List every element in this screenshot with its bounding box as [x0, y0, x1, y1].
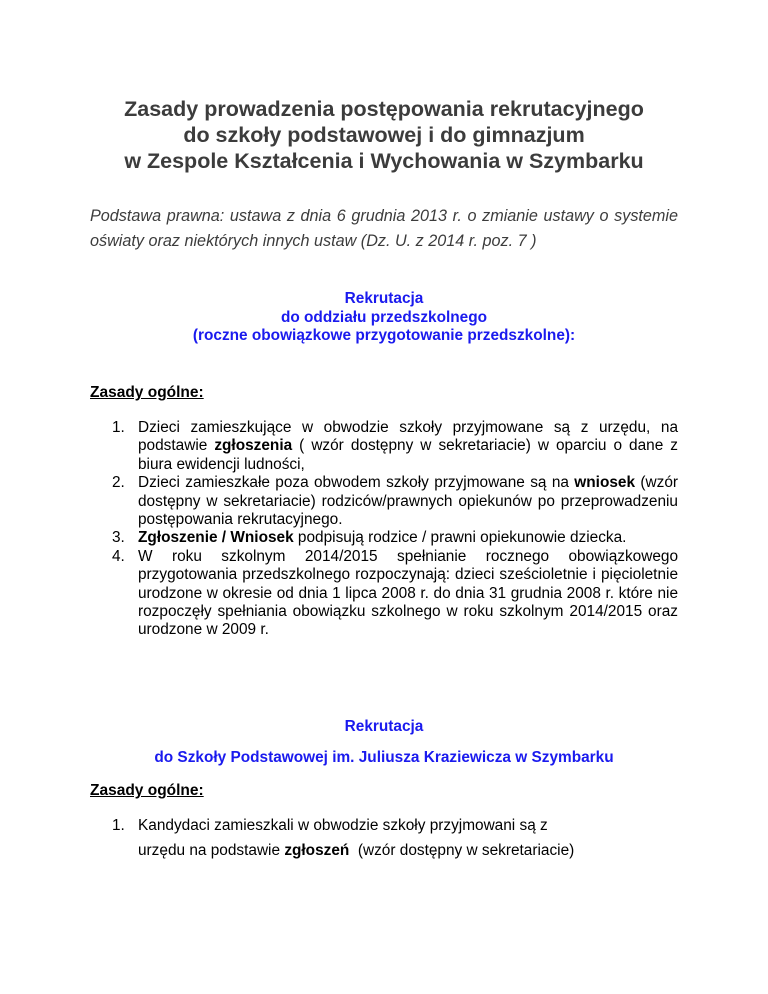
- section1-heading: [90, 290, 678, 346]
- list-item: [112, 419, 678, 474]
- section1-rules-title: Zasady ogólne:: [90, 384, 204, 401]
- list-item-text-after: (wzór dostępny w sekretariacie): [349, 842, 575, 859]
- section2-heading-subtitle: do Szkoły Podstawowej im. Juliusza Kraziewicza w Szymbarku: [154, 749, 614, 766]
- list-item: [112, 529, 678, 547]
- document-title: [60, 96, 708, 174]
- list-item-text: W roku szkolnym 2014/2015 spełnianie rocznego obowiązkowego przygotowania przedszkolnego rozpoczynają: dzieci sześcioletnie i pięcioletnie urodzone w okresie od dnia 1 lipca 2008 r. do dnia 31 grudnia 2008 r. które nie rozpoczęły spełniania obowiązku szkolnego w roku szkolnym 2014/2015 oraz urodzone w 2009 r.: [138, 547, 678, 639]
- list-item-text: urzędu na podstawie: [138, 842, 285, 859]
- list-item-bold: wniosek: [574, 474, 636, 492]
- list-item-line-2: [138, 838, 672, 863]
- title-line-2: do szkoły podstawowej i do gimnazjum: [183, 123, 585, 147]
- section2-list: [112, 813, 672, 863]
- list-item-line-1: Kandydaci zamieszkali w obwodzie szkoły przyjmowani są z: [138, 817, 548, 834]
- list-item-text: Dzieci zamieszkałe poza obwodem szkoły przyjmowane są na: [138, 474, 575, 492]
- legal-basis: Podstawa prawna: ustawa z dnia 6 grudnia 2013 r. o zmianie ustawy o systemie oświaty oraz niektórych innych ustaw (Dz. U. z 2014 r. poz. 7 ): [90, 207, 678, 250]
- list-item-number: 1.: [112, 817, 125, 834]
- list-item-number: 3.: [112, 529, 125, 547]
- list-item-text-after: (wzór dostępny w sekretariacie) rodziców/prawnych opiekunów po przeprowadzeniu postępowania rekrutacyjnego.: [138, 474, 679, 529]
- section1-heading-line-3: (roczne obowiązkowe przygotowanie przedszkolne):: [192, 327, 576, 344]
- list-item-bold: Zgłoszenie / Wniosek: [138, 529, 294, 547]
- section1-list: [112, 419, 678, 640]
- list-item-text-after: ( wzór dostępny w sekretariacie) w oparciu o dane z biura ewidencji ludności,: [138, 437, 678, 473]
- title-line-1: Zasady prowadzenia postępowania rekrutacyjnego: [124, 97, 644, 121]
- list-item: [112, 548, 678, 640]
- section2-heading-title: Rekrutacja: [344, 718, 424, 735]
- section1-heading-line-1: Rekrutacja: [344, 290, 424, 307]
- section2-rules-title: Zasady ogólne:: [90, 782, 204, 799]
- list-item-number: 4.: [112, 547, 125, 565]
- list-item-text: Dzieci zamieszkujące w obwodzie szkoły przyjmowane są z urzędu, na podstawie: [138, 419, 678, 455]
- list-item-number: 2.: [112, 474, 125, 492]
- list-item-bold: zgłoszeń: [284, 842, 350, 859]
- list-item: [112, 474, 678, 529]
- list-item-bold: zgłoszenia: [214, 437, 293, 455]
- list-item-text-after: podpisują rodzice / prawni opiekunowie dziecka.: [293, 529, 627, 547]
- list-item-number: 1.: [112, 419, 125, 436]
- list-item: [112, 813, 672, 863]
- title-line-3: w Zespole Kształcenia i Wychowania w Szymbarku: [124, 149, 644, 173]
- section1-heading-line-2: do oddziału przedszkolnego: [280, 308, 488, 326]
